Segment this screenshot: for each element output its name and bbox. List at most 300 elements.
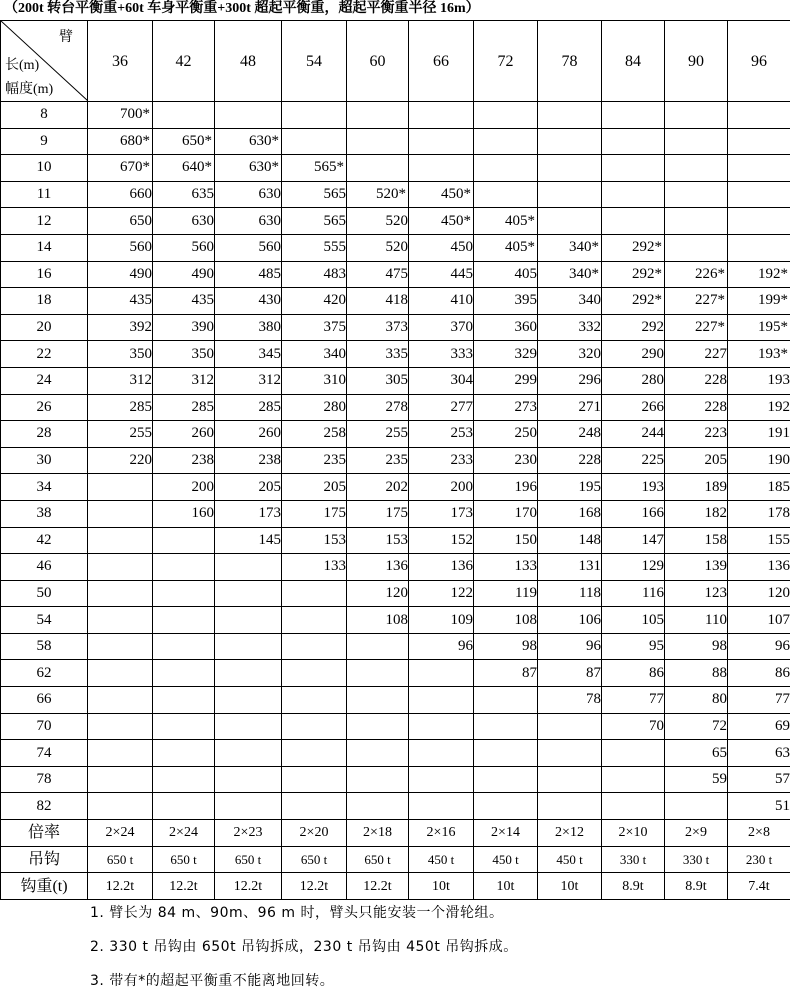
load-cell: 520: [347, 208, 409, 235]
footer-cell: 2×8: [728, 820, 790, 847]
load-cell: 253: [409, 421, 474, 448]
footer-cell: 2×10: [602, 820, 665, 847]
load-cell: [602, 155, 665, 182]
radius-cell: 82: [1, 793, 88, 820]
load-cell: 199*: [728, 288, 790, 315]
load-cell: [282, 580, 347, 607]
load-cell: 670*: [88, 155, 153, 182]
radius-cell: 62: [1, 660, 88, 687]
load-cell: 228: [538, 447, 602, 474]
load-cell: 490: [88, 261, 153, 288]
load-cell: [282, 740, 347, 767]
load-cell: 120: [347, 580, 409, 607]
radius-cell: 46: [1, 554, 88, 581]
table-row: [1, 288, 790, 315]
table-row: [1, 341, 790, 368]
load-cell: [347, 766, 409, 793]
footer-cell: 2×12: [538, 820, 602, 847]
radius-cell: 42: [1, 527, 88, 554]
load-cell: 223: [665, 421, 728, 448]
load-cell: 118: [538, 580, 602, 607]
table-row: [1, 474, 790, 501]
footer-cell: 650 t: [153, 846, 215, 873]
load-cell: 153: [347, 527, 409, 554]
table-row: [1, 793, 790, 820]
load-cell: 136: [728, 554, 790, 581]
load-cell: 420: [282, 288, 347, 315]
corner-header: [1, 21, 88, 102]
load-cell: [88, 766, 153, 793]
load-cell: [215, 713, 282, 740]
load-cell: 475: [347, 261, 409, 288]
load-cell: 310: [282, 367, 347, 394]
load-cell: 145: [215, 527, 282, 554]
load-cell: 63: [728, 740, 790, 767]
load-cell: 193*: [728, 341, 790, 368]
load-cell: 193: [602, 474, 665, 501]
load-cell: 312: [215, 367, 282, 394]
load-cell: 630*: [215, 155, 282, 182]
load-cell: 173: [215, 500, 282, 527]
load-cell: 88: [665, 660, 728, 687]
load-cell: 80: [665, 687, 728, 714]
load-cell: [215, 102, 282, 129]
table-row: [1, 687, 790, 714]
load-cell: 147: [602, 527, 665, 554]
radius-cell: 26: [1, 394, 88, 421]
load-cell: 193: [728, 367, 790, 394]
load-cell: 106: [538, 607, 602, 634]
radius-cell: 50: [1, 580, 88, 607]
footer-cell: 230 t: [728, 846, 790, 873]
load-cell: 238: [215, 447, 282, 474]
table-row: [1, 713, 790, 740]
load-cell: [88, 740, 153, 767]
load-cell: [665, 102, 728, 129]
footer-label: 吊钩: [1, 846, 88, 873]
load-cell: [215, 607, 282, 634]
load-cell: 485: [215, 261, 282, 288]
radius-cell: 20: [1, 314, 88, 341]
load-cell: 350: [153, 341, 215, 368]
load-cell: 108: [474, 607, 538, 634]
table-caption: （200t 转台平衡重+60t 车身平衡重+300t 超起平衡重，超起平衡重半径 16m）: [4, 0, 480, 20]
load-cell: 131: [538, 554, 602, 581]
radius-cell: 22: [1, 341, 88, 368]
load-cell: 640*: [153, 155, 215, 182]
load-cell: 86: [728, 660, 790, 687]
radius-cell: 12: [1, 208, 88, 235]
table-row: [1, 740, 790, 767]
load-cell: [409, 713, 474, 740]
load-cell: 235: [347, 447, 409, 474]
load-cell: 345: [215, 341, 282, 368]
table-row: [1, 527, 790, 554]
load-cell: 178: [728, 500, 790, 527]
load-cell: [728, 234, 790, 261]
load-cell: [347, 687, 409, 714]
boom-length-header: 72: [474, 21, 538, 102]
load-cell: 305: [347, 367, 409, 394]
load-cell: 227*: [665, 314, 728, 341]
boom-length-header: 78: [538, 21, 602, 102]
load-cell: 96: [538, 633, 602, 660]
load-cell: 205: [665, 447, 728, 474]
load-cell: 299: [474, 367, 538, 394]
corner-length-label: 长(m): [5, 53, 39, 78]
load-cell: 278: [347, 394, 409, 421]
table-row: [1, 314, 790, 341]
load-cell: [409, 128, 474, 155]
load-cell: [153, 740, 215, 767]
table-row: [1, 181, 790, 208]
radius-cell: 34: [1, 474, 88, 501]
load-cell: 192: [728, 394, 790, 421]
load-cell: [538, 181, 602, 208]
load-chart-table: [0, 20, 790, 900]
load-cell: 59: [665, 766, 728, 793]
load-cell: [728, 208, 790, 235]
load-cell: 96: [728, 633, 790, 660]
load-cell: [153, 687, 215, 714]
load-cell: 87: [538, 660, 602, 687]
load-cell: 255: [88, 421, 153, 448]
load-cell: [282, 633, 347, 660]
load-cell: 122: [409, 580, 474, 607]
load-cell: 320: [538, 341, 602, 368]
load-cell: [215, 687, 282, 714]
load-cell: 248: [538, 421, 602, 448]
load-cell: [409, 687, 474, 714]
footer-row: [1, 820, 790, 847]
load-cell: 332: [538, 314, 602, 341]
load-cell: 98: [474, 633, 538, 660]
load-cell: 435: [88, 288, 153, 315]
radius-cell: 14: [1, 234, 88, 261]
table-row: [1, 421, 790, 448]
footer-cell: 2×24: [88, 820, 153, 847]
load-cell: [88, 633, 153, 660]
load-cell: [409, 740, 474, 767]
load-cell: [347, 660, 409, 687]
load-cell: 520*: [347, 181, 409, 208]
radius-cell: 30: [1, 447, 88, 474]
table-row: [1, 155, 790, 182]
load-cell: 280: [282, 394, 347, 421]
load-cell: 110: [665, 607, 728, 634]
footer-label: 钩重(t): [1, 873, 88, 900]
load-cell: 285: [153, 394, 215, 421]
load-cell: 635: [153, 181, 215, 208]
load-cell: [474, 128, 538, 155]
radius-cell: 8: [1, 102, 88, 129]
load-cell: 292*: [602, 288, 665, 315]
radius-cell: 66: [1, 687, 88, 714]
table-row: [1, 447, 790, 474]
load-cell: 228: [665, 394, 728, 421]
table-row: [1, 394, 790, 421]
load-cell: 312: [88, 367, 153, 394]
radius-cell: 28: [1, 421, 88, 448]
load-cell: [538, 713, 602, 740]
load-cell: [153, 527, 215, 554]
load-cell: 450*: [409, 208, 474, 235]
load-cell: 155: [728, 527, 790, 554]
load-cell: 77: [602, 687, 665, 714]
load-cell: [153, 660, 215, 687]
load-cell: 205: [282, 474, 347, 501]
table-row: [1, 660, 790, 687]
load-chart-footer: [1, 820, 790, 900]
load-cell: 650: [88, 208, 153, 235]
corner-radius-label: 幅度(m): [5, 77, 53, 102]
load-cell: [602, 740, 665, 767]
footer-cell: 2×20: [282, 820, 347, 847]
load-cell: 520: [347, 234, 409, 261]
load-cell: 175: [347, 500, 409, 527]
load-cell: [474, 102, 538, 129]
footer-cell: 7.4t: [728, 873, 790, 900]
load-cell: 395: [474, 288, 538, 315]
load-cell: 150: [474, 527, 538, 554]
load-cell: [282, 660, 347, 687]
load-cell: 195*: [728, 314, 790, 341]
radius-cell: 38: [1, 500, 88, 527]
load-cell: [474, 155, 538, 182]
table-row: [1, 128, 790, 155]
load-cell: [215, 633, 282, 660]
load-cell: [409, 766, 474, 793]
load-cell: 430: [215, 288, 282, 315]
load-cell: [538, 102, 602, 129]
load-cell: 87: [474, 660, 538, 687]
boom-length-header: 36: [88, 21, 153, 102]
radius-cell: 10: [1, 155, 88, 182]
radius-cell: 9: [1, 128, 88, 155]
load-cell: 260: [215, 421, 282, 448]
load-cell: [474, 740, 538, 767]
load-cell: 350: [88, 341, 153, 368]
load-cell: 235: [282, 447, 347, 474]
load-cell: 410: [409, 288, 474, 315]
load-cell: [538, 793, 602, 820]
load-cell: 227: [665, 341, 728, 368]
load-cell: 191: [728, 421, 790, 448]
note-item: 2. 330 t 吊钩由 650t 吊钩拆成，230 t 吊钩由 450t 吊钩拆成。: [90, 930, 780, 964]
load-cell: 630*: [215, 128, 282, 155]
load-cell: [88, 793, 153, 820]
load-cell: 483: [282, 261, 347, 288]
load-cell: [153, 713, 215, 740]
load-cell: 200: [153, 474, 215, 501]
load-cell: [88, 500, 153, 527]
footer-cell: 330 t: [665, 846, 728, 873]
load-cell: [153, 554, 215, 581]
load-cell: 285: [215, 394, 282, 421]
load-cell: 175: [282, 500, 347, 527]
footer-cell: 650 t: [282, 846, 347, 873]
load-cell: [282, 607, 347, 634]
load-cell: [602, 208, 665, 235]
load-cell: 182: [665, 500, 728, 527]
load-cell: 373: [347, 314, 409, 341]
load-cell: [282, 687, 347, 714]
load-cell: [153, 793, 215, 820]
load-cell: [347, 155, 409, 182]
load-cell: 78: [538, 687, 602, 714]
load-cell: 148: [538, 527, 602, 554]
load-cell: 292*: [602, 234, 665, 261]
load-cell: 250: [474, 421, 538, 448]
table-row: [1, 633, 790, 660]
load-cell: 95: [602, 633, 665, 660]
load-cell: 333: [409, 341, 474, 368]
footer-cell: 2×14: [474, 820, 538, 847]
load-cell: 280: [602, 367, 665, 394]
footer-cell: 330 t: [602, 846, 665, 873]
boom-length-header: 54: [282, 21, 347, 102]
load-cell: 490: [153, 261, 215, 288]
load-cell: 129: [602, 554, 665, 581]
radius-cell: 70: [1, 713, 88, 740]
load-cell: 220: [88, 447, 153, 474]
load-cell: 450*: [409, 181, 474, 208]
load-cell: [474, 687, 538, 714]
footer-cell: 2×9: [665, 820, 728, 847]
load-cell: [153, 766, 215, 793]
footer-cell: 12.2t: [215, 873, 282, 900]
footer-cell: 10t: [538, 873, 602, 900]
load-cell: [282, 128, 347, 155]
table-row: [1, 580, 790, 607]
load-cell: 335: [347, 341, 409, 368]
load-cell: 340: [282, 341, 347, 368]
footer-cell: 450 t: [409, 846, 474, 873]
footer-cell: 12.2t: [347, 873, 409, 900]
radius-cell: 74: [1, 740, 88, 767]
load-cell: [728, 181, 790, 208]
load-cell: 233: [409, 447, 474, 474]
load-cell: [347, 740, 409, 767]
load-cell: 255: [347, 421, 409, 448]
load-cell: [538, 155, 602, 182]
footer-cell: 12.2t: [282, 873, 347, 900]
load-cell: 680*: [88, 128, 153, 155]
load-cell: 152: [409, 527, 474, 554]
load-cell: 230: [474, 447, 538, 474]
load-cell: 260: [153, 421, 215, 448]
load-cell: 173: [409, 500, 474, 527]
load-cell: [153, 580, 215, 607]
load-cell: 266: [602, 394, 665, 421]
load-cell: [347, 102, 409, 129]
boom-length-header: 66: [409, 21, 474, 102]
load-cell: [409, 660, 474, 687]
load-cell: 560: [215, 234, 282, 261]
load-cell: 277: [409, 394, 474, 421]
load-cell: 660: [88, 181, 153, 208]
load-cell: 196: [474, 474, 538, 501]
load-cell: [665, 208, 728, 235]
load-cell: [602, 793, 665, 820]
load-cell: 51: [728, 793, 790, 820]
footer-row: [1, 846, 790, 873]
footer-cell: 12.2t: [88, 873, 153, 900]
load-cell: 108: [347, 607, 409, 634]
load-cell: 228: [665, 367, 728, 394]
load-cell: 238: [153, 447, 215, 474]
footer-cell: 650 t: [347, 846, 409, 873]
load-cell: 109: [409, 607, 474, 634]
load-cell: [153, 102, 215, 129]
load-cell: 285: [88, 394, 153, 421]
load-cell: 96: [409, 633, 474, 660]
load-cell: [538, 128, 602, 155]
load-cell: 292: [602, 314, 665, 341]
note-item: 1. 臂长为 84 m、90m、96 m 时，臂头只能安装一个滑轮组。: [90, 896, 780, 930]
load-cell: 292*: [602, 261, 665, 288]
footer-cell: 2×24: [153, 820, 215, 847]
load-cell: 133: [282, 554, 347, 581]
load-cell: [347, 793, 409, 820]
notes: [90, 896, 780, 998]
load-cell: 405*: [474, 208, 538, 235]
load-cell: 200: [409, 474, 474, 501]
load-cell: [153, 607, 215, 634]
footer-cell: 12.2t: [153, 873, 215, 900]
load-cell: [474, 181, 538, 208]
table-row: [1, 554, 790, 581]
load-cell: [215, 793, 282, 820]
load-cell: 380: [215, 314, 282, 341]
load-cell: 166: [602, 500, 665, 527]
corner-arm-label: 臂: [59, 25, 73, 50]
load-cell: 98: [665, 633, 728, 660]
load-cell: 700*: [88, 102, 153, 129]
load-cell: [215, 580, 282, 607]
load-cell: 390: [153, 314, 215, 341]
load-cell: 170: [474, 500, 538, 527]
boom-length-header: 96: [728, 21, 790, 102]
table-row: [1, 367, 790, 394]
load-cell: 271: [538, 394, 602, 421]
load-cell: [665, 181, 728, 208]
load-cell: 560: [153, 234, 215, 261]
load-cell: [665, 793, 728, 820]
footer-cell: 450 t: [538, 846, 602, 873]
load-cell: 258: [282, 421, 347, 448]
load-cell: 185: [728, 474, 790, 501]
load-cell: 565*: [282, 155, 347, 182]
load-cell: 445: [409, 261, 474, 288]
footer-cell: 2×23: [215, 820, 282, 847]
load-cell: 192*: [728, 261, 790, 288]
load-cell: 160: [153, 500, 215, 527]
load-cell: 273: [474, 394, 538, 421]
load-cell: [88, 527, 153, 554]
load-cell: 329: [474, 341, 538, 368]
load-cell: [474, 713, 538, 740]
load-cell: 202: [347, 474, 409, 501]
load-cell: 630: [215, 208, 282, 235]
load-cell: 189: [665, 474, 728, 501]
load-cell: 392: [88, 314, 153, 341]
load-cell: 565: [282, 181, 347, 208]
load-cell: [538, 740, 602, 767]
load-cell: 340: [538, 288, 602, 315]
footer-cell: 8.9t: [602, 873, 665, 900]
radius-cell: 24: [1, 367, 88, 394]
